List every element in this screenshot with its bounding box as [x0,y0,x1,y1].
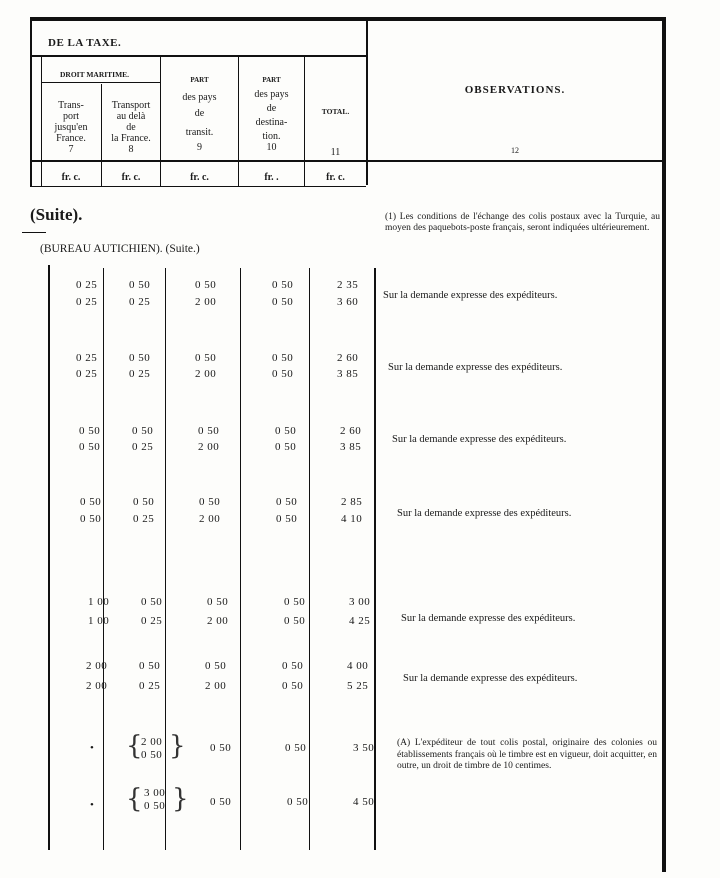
cell-c9: 2 00 [205,680,227,692]
cell-c8: 0 50 [129,352,151,364]
cell-c10: 0 50 [272,296,294,308]
header-top-rule [30,17,666,21]
cell-c7: 0 50 [79,441,101,453]
cell-c7: 0 25 [76,296,98,308]
cell-c10: 0 50 [275,441,297,453]
cell-c11: 4 10 [341,513,363,525]
cell-c8: 0 50 [133,496,155,508]
col7-header: Trans- port jusqu'en France. 7 [54,100,88,155]
cell-c9: 2 00 [198,441,220,453]
cell-c11: 3 60 [337,296,359,308]
observation-text: Sur la demande expresse des expéditeurs. [397,508,572,519]
body-div-2 [103,268,104,850]
body-div-1 [48,265,50,850]
cell-c8: 0 50 [139,660,161,672]
note-a: (A) L'expéditeur de tout colis postal, originaire des colonies ou établissements français où le timbre est en vigueur, doit acquitter, en outre, un droit de timbre de 10 centimes. [397,738,657,771]
body-div-3 [165,268,166,850]
cell-c9: 0 50 [205,660,227,672]
cell-c7: 1 00 [88,615,110,627]
col11-num: 11 [330,147,341,158]
cell-c9: 2 00 [195,296,217,308]
cell-c9: 0 50 [195,352,217,364]
cell-c7: 2 00 [86,660,108,672]
cell-c9: 2 00 [199,513,221,525]
body-div-4 [240,268,241,850]
cell-c7: 0 50 [80,496,102,508]
cell-c9: 0 50 [195,279,217,291]
cell-c11: 3 00 [349,596,371,608]
cell-c7: 0 50 [79,425,101,437]
cell-c10: 0 50 [284,615,306,627]
col12-num: 12 [511,146,519,155]
brace-icon: } [172,784,189,814]
units-col10: fr. . [264,172,279,183]
observation-text: Sur la demande expresse des expéditeurs. [383,290,558,301]
droit-maritime-rule [42,82,160,83]
col12-header: OBSERVATIONS. [464,84,566,96]
cell-c8: 0 25 [133,513,155,525]
cell-c7: 0 25 [76,352,98,364]
cell-c7: 0 25 [76,279,98,291]
cell-c10: 0 50 [276,513,298,525]
cell-c7: 0 25 [76,368,98,380]
cell-c11: 2 60 [337,352,359,364]
cell-c8: 0 25 [141,615,163,627]
col9-header: PART des pays de transit. 9 [182,76,217,153]
observation-text: Sur la demande expresse des expéditeurs. [388,362,563,373]
right-border [662,17,666,872]
cell-c9: 2 00 [195,368,217,380]
units-col11: fr. c. [326,172,345,183]
units-col8: fr. c. [121,172,141,183]
cell-c8: 0 25 [139,680,161,692]
col10-header: PART des pays de destina- tion. 10 [254,76,289,153]
brace-icon: } [169,731,186,761]
cell-c8: 0 50 [129,279,151,291]
cell-c9: 0 50 [199,496,221,508]
cell-c11: 4 25 [349,615,371,627]
col11-header: TOTAL. [321,107,350,116]
cell-c9: 2 00 [207,615,229,627]
cell-c8: 0 50 [141,596,163,608]
cell-c11: 4 00 [347,660,369,672]
observation-text: Sur la demande expresse des expéditeurs. [403,673,578,684]
section-tick [22,232,46,233]
observation-text: Sur la demande expresse des expéditeurs. [392,434,567,445]
cell-c11: 2 85 [341,496,363,508]
brace-icon: { [126,784,143,814]
cell-c11: 3 85 [340,441,362,453]
cell-c11: 5 25 [347,680,369,692]
cell-c8: 0 25 [129,296,151,308]
cell-c10: 0 50 [284,596,306,608]
body-div-5 [309,268,310,850]
cell-c7: 0 50 [80,513,102,525]
body-div-6 [374,268,376,850]
hdr-div-5 [304,57,305,187]
header-bottom-rule [32,160,664,162]
bureau-heading: (BUREAU AUTICHIEN). (Suite.) [40,243,200,255]
cell-c10: 0 50 [272,368,294,380]
cell-c11: 2 35 [337,279,359,291]
col8-header: Transport au delà de la France. 8 [111,100,151,155]
cell-c8: 0 25 [132,441,154,453]
header-title-rule [32,55,366,57]
cell-c7: 2 00 [86,680,108,692]
cell-c8: 0 25 [129,368,151,380]
cell-c9: 0 50 [198,425,220,437]
units-col9: fr. c. [190,172,209,183]
cell-c10: 0 50 [272,352,294,364]
header-title: DE LA TAXE. [48,37,122,49]
cell-c8: 0 50 [132,425,154,437]
cell-c11: 2 60 [340,425,362,437]
cell-c10: 0 50 [282,660,304,672]
header-units-rule [32,186,366,187]
cell-c9: 0 50 [207,596,229,608]
cell-c10: 0 50 [282,680,304,692]
observation-text: Sur la demande expresse des expéditeurs. [401,613,576,624]
suite-heading: (Suite). [30,205,83,224]
cell-c10: 0 50 [275,425,297,437]
cell-c10: 0 50 [276,496,298,508]
note-1: (1) Les conditions de l'échange des colis postaux avec la Turquie, au moyen des paquebots-poste français, seront indiquées ultérieurement. [385,212,660,233]
droit-maritime-label: DROIT MARITIME. [60,70,130,79]
cell-c11: 3 85 [337,368,359,380]
cell-c10: 0 50 [272,279,294,291]
units-col7: fr. c. [61,172,81,183]
cell-c7: 1 00 [88,596,110,608]
brace-icon: { [126,731,143,761]
